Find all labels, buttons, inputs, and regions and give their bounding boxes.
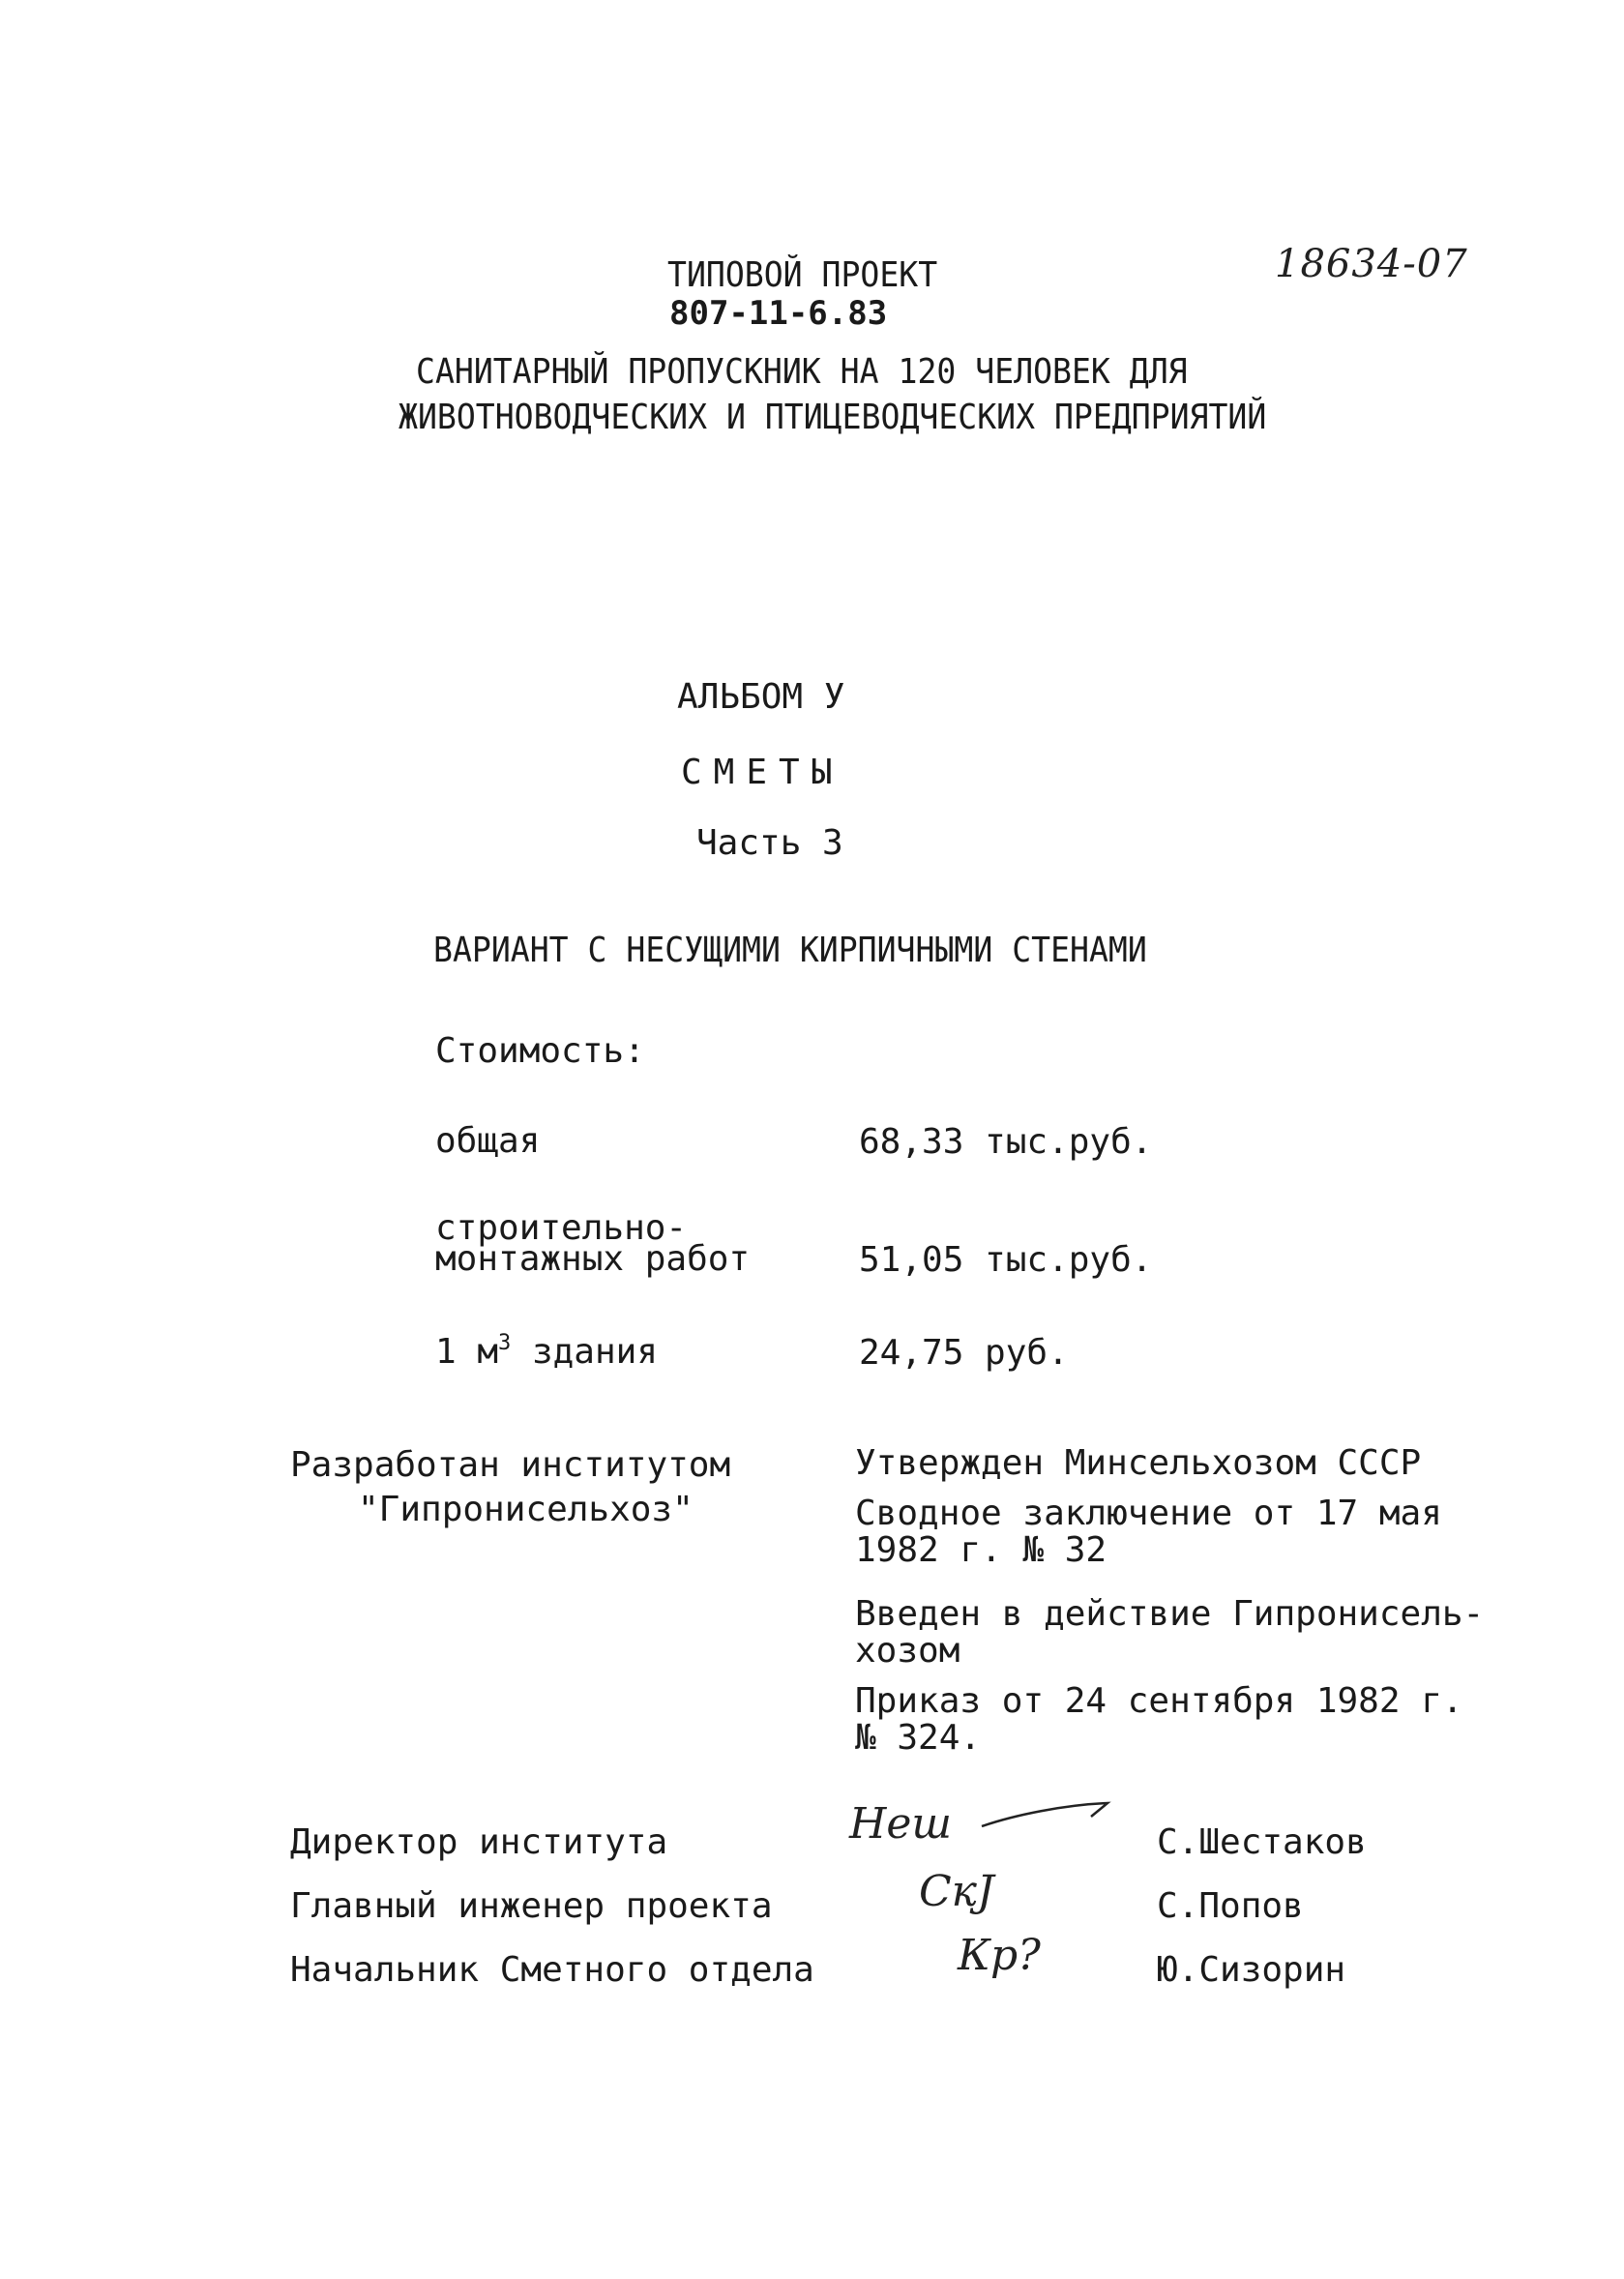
cost-label-per-m3 [435, 1333, 658, 1376]
project-title-line-2: ЖИВОТНОВОДЧЕСКИХ И ПТИЦЕВОДЧЕСКИХ ПРЕДПРИЯТИЙ [399, 398, 1267, 437]
album-label: АЛЬБОМ У [677, 677, 845, 717]
cost-label-construction-line-2: монтажных работ [435, 1239, 751, 1279]
signatory-role-chief-engineer: Главный инженер проекта [290, 1886, 773, 1926]
project-code: 807-11-6.83 [669, 294, 888, 333]
cost-heading: Стоимость: [435, 1031, 645, 1071]
order-line-1: Приказ от 24 сентября 1982 г. [855, 1681, 1463, 1721]
signature-director-stroke [977, 1795, 1112, 1834]
cost-value-total: 68,33 тыс.руб. [859, 1122, 1153, 1162]
cost-label-per-m3-suffix: здания [511, 1332, 658, 1372]
signatory-role-estimates-head: Начальник Сметного отдела [290, 1950, 814, 1990]
cost-value-construction: 51,05 тыс.руб. [859, 1240, 1153, 1280]
cost-label-construction-line-1: строительно- [435, 1208, 688, 1248]
signatory-name-director: С.Шестаков [1157, 1822, 1367, 1862]
cost-label-per-m3-superscript: 3 [498, 1331, 512, 1355]
approved-line-3: 1982 г. № 32 [855, 1530, 1107, 1570]
developer-institute: "Гипронисельхоз" [358, 1490, 694, 1529]
cost-label-per-m3-prefix: 1 м [435, 1332, 499, 1372]
signature-estimates-head: Кр? [958, 1931, 1041, 1980]
signatory-name-estimates-head: Ю.Сизорин [1157, 1950, 1346, 1990]
order-line-2: № 324. [855, 1718, 982, 1758]
project-title-line-1: САНИТАРНЫЙ ПРОПУСКНИК НА 120 ЧЕЛОВЕК ДЛЯ [416, 352, 1188, 392]
signatory-name-chief-engineer: С.Попов [1157, 1886, 1304, 1926]
signatory-role-director: Директор института [290, 1822, 668, 1862]
variant-title: ВАРИАНТ С НЕСУЩИМИ КИРПИЧНЫМИ СТЕНАМИ [433, 931, 1147, 970]
cost-label-total: общая [435, 1121, 541, 1161]
approved-line-1: Утвержден Минсельхозом СССР [855, 1443, 1422, 1483]
part-label: Часть 3 [696, 823, 843, 863]
signature-director: Неш [849, 1799, 953, 1849]
enacted-line-1: Введен в действие Гипронисель- [855, 1594, 1485, 1634]
document-number: 18634-07 [1275, 242, 1468, 286]
cost-value-per-m3: 24,75 руб. [859, 1333, 1069, 1373]
enacted-line-2: хозом [855, 1631, 960, 1671]
project-type: ТИПОВОЙ ПРОЕКТ [667, 255, 938, 295]
developed-by-label: Разработан институтом [290, 1445, 731, 1485]
approved-line-2: Сводное заключение от 17 мая [855, 1494, 1442, 1533]
signature-chief-engineer: СкJ [919, 1867, 994, 1916]
section-title: СМЕТЫ [681, 753, 844, 792]
